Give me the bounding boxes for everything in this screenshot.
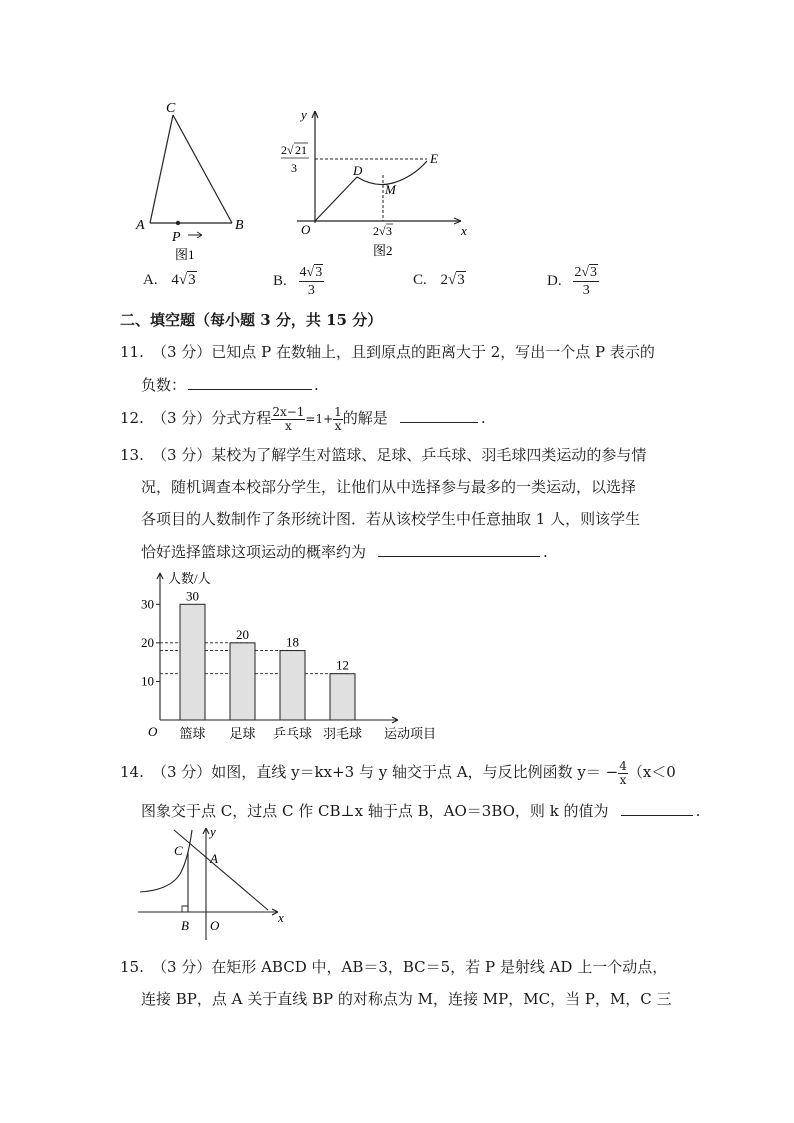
category-label: 篮球 [179, 726, 206, 741]
y-tick-label: 10 [141, 673, 154, 689]
q12-suffix: 的解是 [342, 409, 388, 427]
label-c: C [166, 101, 176, 116]
figure-1-triangle [130, 95, 255, 265]
q12-end: . [480, 409, 486, 427]
option-d-rad: 3 [590, 265, 598, 280]
xtick-rad: 3 [386, 224, 392, 238]
category-label: 足球 [229, 726, 256, 741]
q11-answer-blank[interactable] [188, 374, 312, 390]
q11-line2 [141, 374, 319, 395]
q14-frac-num: 4 [619, 758, 627, 773]
option-b-rad: 3 [315, 265, 323, 280]
option-d-den: 3 [582, 283, 590, 298]
bar-value-label: 30 [186, 588, 199, 604]
option-c-letter: C. [413, 272, 427, 288]
q11-end: . [314, 376, 319, 394]
figure-2-graph [275, 105, 480, 265]
label-e: E [430, 151, 438, 166]
q14-line2-prefix: 图象交于点 C，过点 C 作 CB⊥x 轴于点 B，AO＝3BO，则 k 的值为 [141, 802, 609, 820]
q15-line1: （3 分）在矩形 ABCD 中，AB＝3，BC＝5，若 P 是射线 AD 上一个动点， [152, 958, 668, 976]
q14-line1 [152, 755, 676, 789]
label-a: A [136, 218, 145, 233]
q13-prefix: 恰好选择篮球这项运动的概率约为 [141, 543, 367, 561]
q15-line2: 连接 BP，点 A 关于直线 BP 的对称点为 M，连接 MP，MC，当 P，M，C 三 [141, 990, 672, 1008]
figure-1-caption: 图1 [175, 247, 195, 262]
y-axis-label: 人数/人 [168, 571, 211, 586]
q13-answer-blank[interactable] [378, 541, 540, 557]
option-c-coef: 2 [440, 272, 449, 288]
q13-line1: （3 分）某校为了解学生对篮球、足球、乒乓球、羽毛球四类运动的参与情 [152, 446, 647, 464]
label-a: A [210, 851, 218, 866]
q11-number: 11. [120, 343, 144, 361]
bar-value-label: 18 [286, 634, 299, 650]
figure-3-graph [130, 822, 295, 947]
q14-number: 14. [120, 763, 144, 781]
bar-value-label: 12 [336, 657, 349, 673]
y-tick-label: 30 [141, 596, 154, 612]
side-ca [150, 115, 173, 223]
label-c: C [174, 843, 183, 858]
right-angle-mark [182, 906, 188, 912]
label-m: M [385, 182, 396, 197]
ytick-sqrt-sign: √ [287, 143, 294, 157]
q11-prefix: 负数： [141, 376, 187, 394]
q14-line1-suffix: （x＜0 [627, 763, 676, 781]
label-b: B [181, 918, 189, 933]
option-b-coef: 4 [299, 265, 307, 280]
origin-label: O [148, 724, 158, 739]
option-a[interactable] [143, 272, 197, 289]
label-p: P [172, 230, 181, 245]
q13-line3: 各项目的人数制作了条形统计图．若从该校学生中任意抽取 1 人，则该学生 [141, 510, 641, 528]
ytick-numerator-rad: 21 [295, 143, 307, 157]
label-d: D [353, 163, 363, 178]
bar-value-label: 20 [236, 626, 249, 642]
option-a-coef: 4 [171, 272, 179, 288]
q12-line [152, 400, 486, 437]
option-c-rad: 3 [457, 272, 465, 288]
q12-number: 12. [120, 409, 144, 427]
label-y: y [301, 107, 307, 122]
bar-chart [130, 565, 460, 750]
section-title: 二、填空题（每小题 3 分，共 15 分） [120, 311, 383, 329]
q14-line1-prefix: （3 分）如图，直线 y＝kx+3 与 y 轴交于点 A，与反比例函数 y＝ − [152, 763, 619, 781]
q12-lhs-fraction [271, 406, 305, 433]
point-p [176, 221, 180, 225]
q15-number: 15. [120, 958, 144, 976]
q14-frac-den: x [619, 772, 627, 787]
option-b-den: 3 [307, 283, 315, 298]
option-a-rad: 3 [188, 272, 196, 288]
label-x: x [461, 223, 467, 238]
option-d-letter: D. [547, 273, 562, 289]
bar-2 [230, 643, 255, 720]
label-x: x [278, 910, 284, 925]
q13-end: . [543, 543, 548, 561]
y-tick-label: 20 [141, 634, 154, 650]
category-label: 羽毛球 [322, 726, 363, 741]
q14-line2 [141, 800, 700, 821]
q13-line4 [141, 541, 548, 562]
q13-number: 13. [120, 446, 144, 464]
q12-mid: =1+ [305, 412, 334, 426]
ytick-denominator: 3 [291, 161, 297, 175]
q12-rhs-den: x [334, 418, 342, 433]
bar-3 [280, 651, 305, 720]
q14-fraction [618, 760, 628, 787]
label-o: O [210, 918, 220, 933]
q14-answer-blank[interactable] [621, 800, 693, 816]
xtick-coef: 2 [373, 224, 379, 238]
label-y: y [210, 824, 216, 839]
q12-prefix: （3 分）分式方程 [152, 409, 272, 427]
option-b-letter: B. [273, 273, 287, 289]
bar-1 [180, 604, 205, 720]
q12-rhs-num: 1 [334, 404, 342, 419]
q12-rhs-fraction [333, 406, 343, 433]
bar-4 [330, 674, 355, 720]
option-a-sqrt: √ [178, 272, 188, 288]
option-c-sqrt: √ [448, 272, 457, 288]
q12-answer-blank[interactable] [400, 407, 478, 423]
option-d-fraction: $\frac{2√3}{3}$ [574, 265, 598, 298]
xtick-sqrt-sign: √ [379, 224, 386, 238]
q11-line1: （3 分）已知点 P 在数轴上，且到原点的距离大于 2，写出一个点 P 表示的 [152, 343, 655, 361]
q12-lhs-num: 2x−1 [272, 404, 305, 419]
option-b[interactable] [273, 264, 324, 299]
category-label: 乒乓球 [272, 726, 313, 741]
option-d[interactable] [547, 264, 599, 299]
x-axis-label: 运动项目 [384, 726, 437, 741]
segment-od [315, 177, 357, 221]
q14-end: . [695, 802, 701, 820]
ytick-numerator-coef: 2 [281, 143, 287, 157]
option-a-letter: A. [143, 272, 158, 288]
side-cb [173, 115, 232, 223]
option-d-coef: 2 [574, 265, 582, 280]
q12-lhs-den: x [284, 418, 292, 433]
label-o: O [301, 222, 311, 237]
q13-line2: 况，随机调查本校部分学生，让他们从中选择参与最多的一类运动，以选择 [141, 478, 637, 496]
option-c[interactable] [413, 272, 466, 289]
figure-2-caption: 图2 [373, 243, 393, 258]
label-b: B [235, 218, 244, 233]
option-b-fraction: $\frac{4√3}{3}$ [299, 265, 323, 298]
